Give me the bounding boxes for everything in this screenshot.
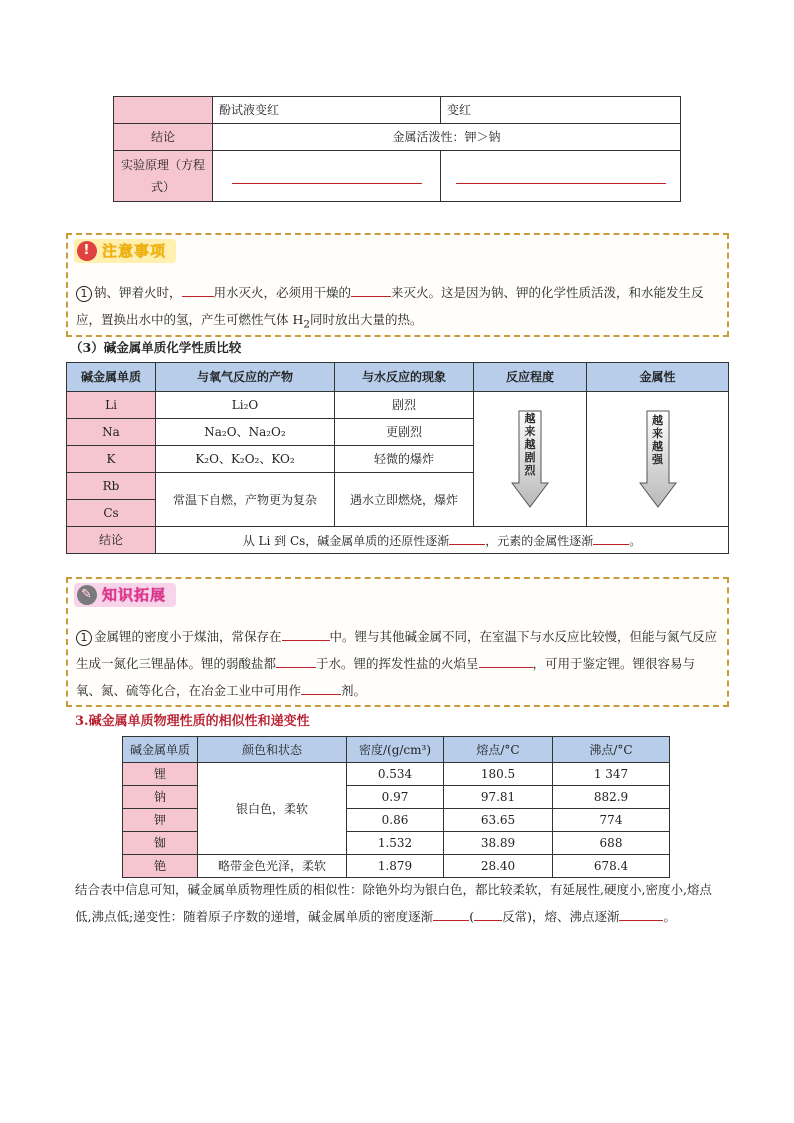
summary-paragraph (75, 876, 725, 930)
column-header: 颜色和状态 (198, 737, 347, 763)
table-row (67, 392, 729, 419)
arrow-label: 越来越剧烈 (524, 412, 536, 477)
text-run: 。 (663, 909, 676, 924)
column-header: 与氧气反应的产物 (156, 363, 335, 392)
answer-blank[interactable] (456, 183, 666, 184)
water-cell: 更剧烈 (335, 419, 474, 446)
table-row (114, 151, 681, 202)
row-label: 实验原理（方程式） (114, 151, 213, 202)
oxide-cell: Li₂O (156, 392, 335, 419)
text-run: ( (469, 909, 475, 924)
density-cell: 1.532 (347, 832, 444, 855)
answer-blank[interactable] (276, 655, 316, 668)
text-run: 同时放出大量的热。 (310, 312, 423, 327)
oxide-cell: K₂O、K₂O₂、KO₂ (156, 446, 335, 473)
expand-tag (74, 583, 176, 607)
boiling-point-cell: 1 347 (553, 763, 670, 786)
oxide-cell: 常温下自燃，产物更为复杂 (156, 473, 335, 527)
column-header: 与水反应的现象 (335, 363, 474, 392)
answer-blank[interactable] (593, 532, 629, 545)
answer-blank-cell[interactable] (441, 151, 681, 202)
element-name: 钾 (123, 809, 198, 832)
table-cell (114, 97, 213, 124)
element-cell: Na (67, 419, 156, 446)
column-header: 密度/(g/cm³) (347, 737, 444, 763)
text-run: ，可用于鉴定锂。锂很容易与氧、氮、硫等化合，在冶金工业中可用作 (76, 656, 696, 698)
answer-blank[interactable] (449, 532, 485, 545)
text-run: 从 Li 到 Cs，碱金属单质的还原性逐渐 (242, 533, 450, 548)
element-cell: K (67, 446, 156, 473)
answer-blank[interactable] (182, 284, 214, 297)
table-cell: 酚试液变红 (213, 97, 441, 124)
physical-properties-table (122, 736, 670, 878)
table-header-row (67, 363, 729, 392)
melting-point-cell: 97.81 (444, 786, 553, 809)
water-cell: 轻微的爆炸 (335, 446, 474, 473)
arrow-label: 越来越强 (652, 414, 663, 466)
text-run: 于水。锂的挥发性盐的火焰呈 (316, 656, 479, 671)
melting-point-cell: 28.40 (444, 855, 553, 878)
table-row (114, 97, 681, 124)
knowledge-expand-box (66, 577, 729, 707)
water-cell: 遇水立即燃烧，爆炸 (335, 473, 474, 527)
chemical-properties-table (66, 362, 729, 554)
boiling-point-cell: 882.9 (553, 786, 670, 809)
density-cell: 1.879 (347, 855, 444, 878)
element-cell: Li (67, 392, 156, 419)
column-header: 熔点/°C (444, 737, 553, 763)
notice-box (66, 233, 729, 337)
boiling-point-cell: 688 (553, 832, 670, 855)
answer-blank[interactable] (232, 183, 422, 184)
table-row (123, 855, 670, 878)
conclusion-value: 金属活泼性：钾＞钠 (213, 124, 681, 151)
answer-blank[interactable] (301, 682, 341, 695)
element-name: 铷 (123, 832, 198, 855)
text-run: 。 (629, 533, 642, 548)
column-header: 碱金属单质 (67, 363, 156, 392)
boiling-point-cell: 774 (553, 809, 670, 832)
text-run: 反常)，熔、沸点逐渐 (502, 909, 620, 924)
section-subheading: （3）碱金属单质化学性质比较 (70, 340, 242, 355)
notice-tag-label: 注意事项 (102, 242, 167, 260)
experiment-table (113, 96, 681, 202)
table-row (114, 124, 681, 151)
color-state-cell: 略带金色光泽，柔软 (198, 855, 347, 878)
table-row (123, 763, 670, 786)
subscript: 2 (303, 318, 311, 331)
text-run: 用水灭火，必须用干燥的 (213, 285, 352, 300)
pencil-icon: ✎ (77, 585, 97, 605)
metallic-arrow-cell (587, 392, 729, 527)
element-name: 钠 (123, 786, 198, 809)
element-name: 铯 (123, 855, 198, 878)
answer-blank[interactable] (433, 908, 469, 921)
column-header: 沸点/°C (553, 737, 670, 763)
text-run: 钠、钾着火时， (94, 285, 182, 300)
element-cell: Cs (67, 500, 156, 527)
density-cell: 0.97 (347, 786, 444, 809)
column-header: 碱金属单质 (123, 737, 198, 763)
oxide-cell: Na₂O、Na₂O₂ (156, 419, 335, 446)
row-label: 结论 (114, 124, 213, 151)
table-row (67, 527, 729, 554)
water-cell: 剧烈 (335, 392, 474, 419)
text-run: 来灭火。这是因为钠、钾的化学性质活泼，和水能发生反应，置换出水中的氢，产生可燃性气体 H (76, 285, 704, 327)
number-marker: 1 (76, 630, 92, 646)
text-run: 中。锂与其他碱金属不同，在室温下与水反应比较慢，但能与氮气反应生成一氮化三锂晶体。锂的弱酸盐都 (76, 629, 718, 671)
boiling-point-cell: 678.4 (553, 855, 670, 878)
text-run: ，元素的金属性逐渐 (485, 533, 594, 548)
conclusion-cell (156, 527, 729, 554)
reaction-arrow-cell (474, 392, 587, 527)
text-run: 金属锂的密度小于煤油，常保存在 (94, 629, 282, 644)
element-cell: Rb (67, 473, 156, 500)
warning-icon: ! (77, 241, 97, 261)
number-marker: 1 (76, 286, 92, 302)
section-title: 3.碱金属单质物理性质的相似性和递变性 (75, 714, 310, 729)
text-run: 剂。 (341, 683, 367, 698)
answer-blank[interactable] (474, 908, 502, 921)
notice-text (76, 279, 719, 339)
melting-point-cell: 38.89 (444, 832, 553, 855)
expand-text (76, 623, 719, 704)
row-label: 结论 (67, 527, 156, 554)
answer-blank[interactable] (351, 284, 391, 297)
answer-blank[interactable] (282, 628, 330, 641)
density-cell: 0.534 (347, 763, 444, 786)
answer-blank[interactable] (619, 908, 663, 921)
expand-tag-label: 知识拓展 (102, 586, 167, 604)
answer-blank[interactable] (479, 655, 533, 668)
density-cell: 0.86 (347, 809, 444, 832)
element-name: 锂 (123, 763, 198, 786)
column-header: 金属性 (587, 363, 729, 392)
answer-blank-cell[interactable] (213, 151, 441, 202)
melting-point-cell: 63.65 (444, 809, 553, 832)
notice-tag (74, 239, 176, 263)
text-run: 结合表中信息可知，碱金属单质物理性质的相似性：除铯外均为银白色，都比较柔软，有延展性,硬度小,密度小,熔点低,沸点低;递变性：随着原子序数的递增，碱金属单质的密度逐渐 (75, 882, 712, 924)
column-header: 反应程度 (474, 363, 587, 392)
table-cell: 变红 (441, 97, 681, 124)
color-state-cell: 银白色，柔软 (198, 763, 347, 855)
melting-point-cell: 180.5 (444, 763, 553, 786)
table-header-row (123, 737, 670, 763)
